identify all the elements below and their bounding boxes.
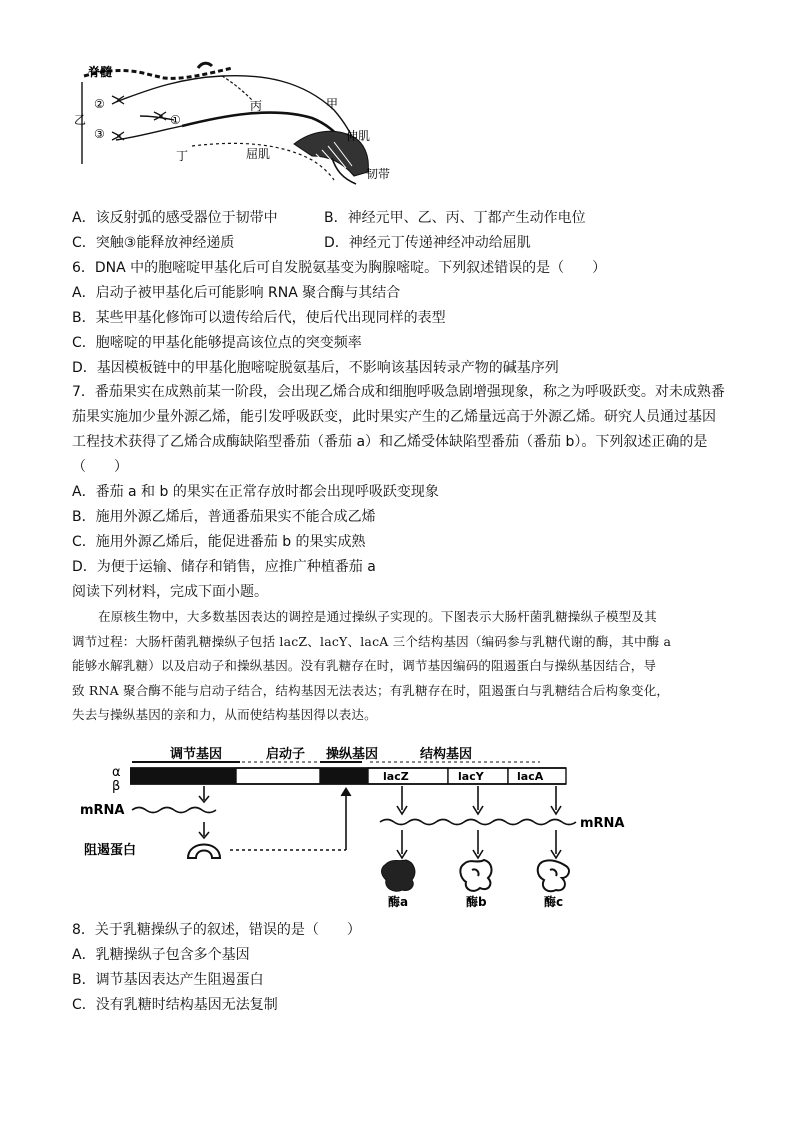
label-bing: 丙 [250,99,263,113]
q7-stem-line: 7．番茄果实在成熟前某一阶段，会出现乙烯合成和细胞呼吸急剧增强现象，称之为呼吸跃变。对未成熟番 [72,384,725,400]
label-mrna-right: mRNA [580,816,625,831]
label-jia: 甲 [326,97,339,111]
q5-option-a: A．该反射弧的感受器位于韧带中 [72,210,278,226]
label-circle-3: ③ [94,127,105,141]
q7-option-c: C．施用外源乙烯后，能促进番茄 b 的果实成熟 [72,534,366,550]
q8-option-a: A．乳糖操纵子包含多个基因 [72,947,250,963]
lac-operon-figure [80,738,660,910]
label-extensor: 伸肌 [346,129,371,143]
label-alpha: α [112,765,121,780]
label-structural-genes: 结构基因 [420,747,473,762]
q6-option-a: A．启动子被甲基化后可能影响 RNA 聚合酶与其结合 [72,285,401,301]
label-spinal-cord: 脊髓 [88,65,113,79]
q5-option-b: B．神经元甲、乙、丙、丁都产生动作电位 [324,210,586,226]
label-mrna-left: mRNA [80,803,125,818]
q7-option-a: A．番茄 a 和 b 的果实在正常存放时都会出现呼吸跃变现象 [72,484,439,500]
material-line: 调节过程：大肠杆菌乳糖操纵子包括 lacZ、lacY、lacA 三个结构基因（编码参与乳糖代谢的酶，其中酶 a [72,633,672,649]
label-enzyme-c: 酶c [544,895,564,909]
q6-option-b: B．某些甲基化修饰可以遗传给后代，使后代出现同样的表型 [72,310,446,326]
label-promoter: 启动子 [266,747,306,762]
reading-intro: 阅读下列材料，完成下面小题。 [72,584,268,600]
material-line: 能够水解乳糖）以及启动子和操纵基因。没有乳糖存在时，调节基因编码的阻遏蛋白与操纵基因结合，导 [72,658,657,673]
reflex-arc-figure [72,60,412,190]
q5-option-c: C．突触③能释放神经递质 [72,235,235,251]
material-line: 致 RNA 聚合酶不能与启动子结合，结构基因无法表达；有乳糖存在时，阻遏蛋白与乳糖结合后构象变化， [72,682,670,698]
q8-option-b: B．调节基因表达产生阻遏蛋白 [72,972,264,988]
material-line: 失去与操纵基因的亲和力，从而使结构基因得以表达。 [72,707,377,722]
label-laca: lacA [517,770,544,783]
q8-stem: 8．关于乳糖操纵子的叙述，错误的是（ ） [72,922,361,938]
reading-material [72,605,724,728]
label-circle-1: ① [170,113,181,127]
q6-stem: 6．DNA 中的胞嘧啶甲基化后可自发脱氨基变为胸腺嘧啶。下列叙述错误的是（ ） [72,260,607,276]
label-flexor: 屈肌 [246,147,271,161]
enzyme-b-icon [460,860,491,891]
q8-option-c: C．没有乳糖时结构基因无法复制 [72,997,278,1013]
q7-stem-line: 茄果实施加少量外源乙烯，能引发呼吸跃变，此时果实产生的乙烯量远高于外源乙烯。研究人员通过基因 [72,409,716,425]
label-enzyme-a: 酶a [388,895,409,909]
q7-stem-line: （ ） [72,459,128,475]
q7-stem-line: 工程技术获得了乙烯合成酶缺陷型番茄（番茄 a）和乙烯受体缺陷型番茄（番茄 b）。下列叙述正确的是 [72,434,708,450]
enzyme-a-icon [382,860,415,891]
q7-option-d: D．为便于运输、储存和销售，应推广种植番茄 a [72,559,376,575]
label-repressor: 阻遏蛋白 [84,843,137,858]
label-circle-2: ② [94,97,105,111]
label-ligament: 韧带 [366,167,391,181]
q6-option-d: D．基因模板链中的甲基化胞嘧啶脱氨基后，不影响该基因转录产物的碱基序列 [72,360,559,376]
material-line: 在原核生物中，大多数基因表达的调控是通过操纵子实现的。下图表示大肠杆菌乳糖操纵子模型及其 [98,609,657,624]
label-operator: 操纵基因 [326,747,379,762]
q7-option-b: B．施用外源乙烯后，普通番茄果实不能合成乙烯 [72,509,376,525]
label-ding: 丁 [176,149,189,163]
label-regulatory-gene: 调节基因 [170,747,223,762]
enzyme-c-icon [538,860,569,891]
repressor-protein-icon [188,845,220,859]
label-beta: β [112,779,121,794]
q5-option-d: D．神经元丁传递神经冲动给屈肌 [324,235,531,251]
q6-option-c: C．胞嘧啶的甲基化能够提高该位点的突变频率 [72,335,362,351]
label-enzyme-b: 酶b [466,895,487,909]
label-lacy: lacY [458,770,484,783]
label-lacz: lacZ [383,770,409,783]
label-yi: 乙 [74,113,87,127]
